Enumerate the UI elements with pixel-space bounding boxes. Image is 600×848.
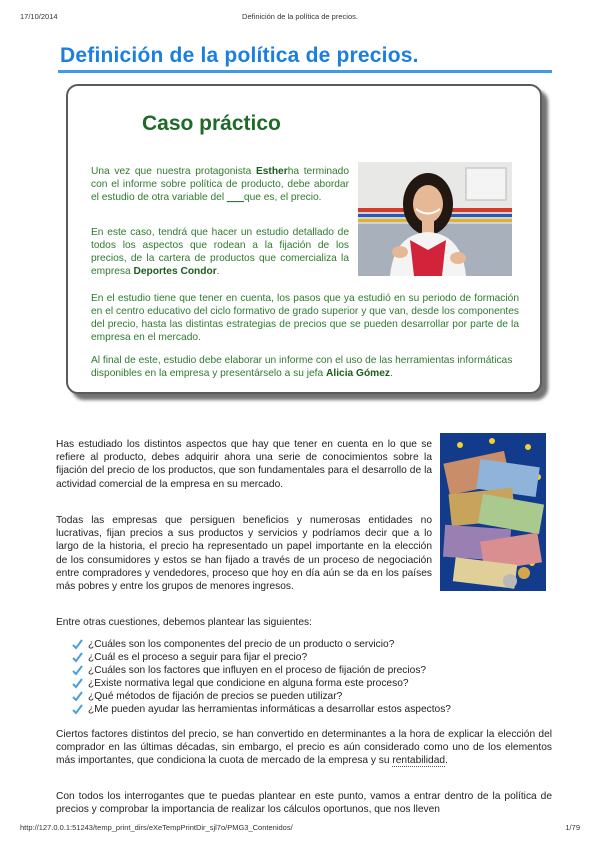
body-paragraph-2: Todas las empresas que persiguen beneficios y numerosas entidades no lucrativas, fijan precios a sus productos y servicios y podríamos decir que a lo largo de la historia, el precio ha representado un papel importante en la elección de los consumidores y estos se han fijado a través de un proceso de negociación entre compradores y vendedores, proceso que hoy en día aún se da en los países más pobres y entre los grupos de menores ingresos.	[56, 515, 432, 593]
checkmark-icon	[72, 678, 83, 689]
page-title: Definición de la política de precios.	[60, 44, 419, 67]
body-paragraph-1: Has estudiado los distintos aspectos que hay que tener en cuenta en lo que se refiere al producto, debes adquirir ahora una serie de conocimientos sobre la fijación del precio de los productos, que son fundamentales para el desarrollo de la actividad comercial de la empresa en su mercado.	[56, 439, 432, 490]
checkmark-icon	[72, 665, 83, 676]
checkmark-icon	[72, 704, 83, 715]
print-doc-title: Definición de la política de precios.	[242, 12, 358, 21]
character-name-alicia: Alicia Gómez	[326, 368, 390, 379]
checkmark-icon	[72, 639, 83, 650]
company-name: Deportes Condor	[133, 266, 217, 277]
case-study-heading: Caso práctico	[142, 112, 281, 135]
case-paragraph-1: Una vez que nuestra protagonista Estherha terminado con el informe sobre política de producto, debe abordar el estudio de otra variable del ___que es, el precio.	[91, 166, 349, 203]
list-item: ¿Cuáles son los factores que influyen en el proceso de fijación de precios?	[72, 664, 542, 677]
body-paragraph-3: Entre otras cuestiones, debemos plantear las siguientes:	[56, 617, 312, 628]
checkmark-icon	[72, 652, 83, 663]
character-name-esther: Esther	[255, 166, 288, 177]
list-item: ¿Existe normativa legal que condicione en alguna forma este proceso?	[72, 677, 542, 690]
list-item: ¿Me pueden ayudar las herramientas informáticas a desarrollar estos aspectos?	[72, 703, 542, 716]
body-paragraph-4: Ciertos factores distintos del precio, se han convertido en determinantes a la hora de explicar la elección del comprador en las últimas décadas, sin embargo, el precio es aún considerado como uno de los elementos más importantes, que condiciona la cuota de mercado de la empresa y su rentabilidad.	[56, 729, 552, 767]
glossary-link-rentabilidad[interactable]: rentabilidad	[392, 755, 446, 767]
list-item: ¿Cuáles son los componentes del precio de un producto o servicio?	[72, 638, 542, 651]
print-page-number: 1/79	[565, 823, 580, 832]
case-paragraph-2: En este caso, tendrá que hacer un estudio detallado de todos los aspectos que rodean a la fijación de los precios, de la cartera de productos que comercializa la empresa Deportes Condor.	[91, 227, 349, 277]
title-divider	[58, 70, 552, 73]
print-date: 17/10/2014	[20, 12, 58, 21]
currency-photo	[440, 433, 546, 591]
print-url: http://127.0.0.1:51243/temp_print_dirs/eXeTempPrintDir_sjl7o/PMG3_Contenidos/	[20, 823, 293, 832]
glossary-link[interactable]: ___	[226, 192, 244, 203]
checkmark-icon	[72, 691, 83, 702]
questions-list	[72, 638, 542, 716]
case-paragraph-4: Al final de este, estudio debe elaborar un informe con el uso de las herramientas informáticas disponibles en la empresa y presentárselo a su jefa Alicia Gómez.	[91, 355, 513, 379]
list-item: ¿Cuál es el proceso a seguir para fijar el precio?	[72, 651, 542, 664]
list-item: ¿Qué métodos de fijación de precios se pueden utilizar?	[72, 690, 542, 703]
body-paragraph-5: Con todos los interrogantes que te puedas plantear en este punto, vamos a entrar dentro de la política de precios y comprobar la importancia de realizar los cálculos oportunos, que nos lleven	[56, 791, 552, 816]
case-paragraph-3: En el estudio tiene que tener en cuenta, los pasos que ya estudió en su periodo de formación en el centro educativo del ciclo formativo de grado superior y que van, desde los componentes del precio, hasta las distintas estrategias de precios que se pueden desarrollar por parte de la empresa en el mercado.	[91, 293, 519, 343]
protagonist-photo	[358, 162, 512, 276]
